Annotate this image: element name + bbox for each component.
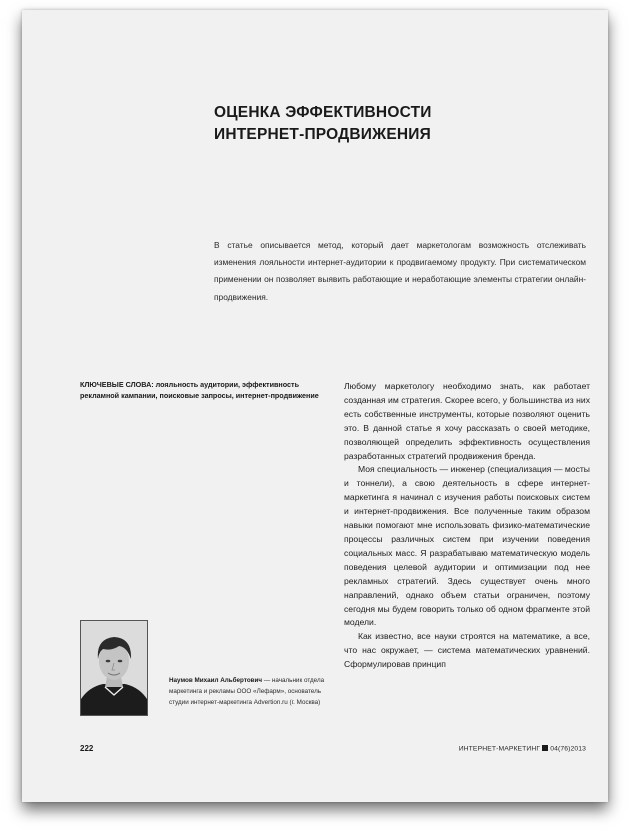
author-photo bbox=[80, 620, 148, 716]
keywords-block: КЛЮЧЕВЫЕ СЛОВА: лояльность аудитории, эффективность рекламной кампании, поисковые запросы, интернет-продвижение bbox=[80, 380, 319, 400]
author-name: Наумов Михаил Альбертович bbox=[169, 677, 263, 684]
page-number: 222 bbox=[80, 744, 94, 753]
body-paragraph: Любому маркетологу необходимо знать, как работает созданная им стратегия. Скорее всего, у большинства из них есть собственные инструменты, которые позволяют оценить это. В данной статье я хочу рассказать о своей методике, позволяющей определить эффективность осуществления разработанных стратегий продвижения бренда. bbox=[344, 381, 590, 461]
body-paragraph: Как известно, все науки строятся на математике, а все, что нас окружает, — система математических уравнений. Сформулировав принцип bbox=[344, 631, 590, 670]
issue-number: 04(76)2013 bbox=[550, 745, 586, 753]
author-info bbox=[169, 675, 339, 708]
square-separator-icon bbox=[542, 745, 548, 751]
article-abstract: В статье описывается метод, который дает маркетологам возможность отслеживать изменения лояльности интернет-аудитории к продвигаемому продукту. При систематическом применении он позволяет выявить работающие и неработающие элементы стратегии онлайн-продвижения. bbox=[214, 240, 586, 302]
article-body bbox=[344, 380, 590, 672]
body-paragraph: Моя специальность — инженер (специализация — мосты и тоннели), а свою деятельность в сфере интернет-маркетинга я начинал с изучения работы поисковых систем и интернет-продвижения. Все полученные таким образом навыки помогают мне использовать физико-математические процессы различных систем при изучении поведения социальных масс. Я разрабатываю математическую модель поведения целевой аудитории и оптимизации под нее рекламных стратегий. Здесь существует очень много направлений, однако объем статьи ограничен, поэтому сегодня мы будем говорить только об одном фрагменте этой модели. bbox=[344, 464, 590, 628]
journal-footer bbox=[459, 745, 586, 753]
journal-name: ИНТЕРНЕТ-МАРКЕТИНГ bbox=[458, 745, 541, 753]
magazine-page bbox=[22, 10, 608, 802]
article-title: ОЦЕНКА ЭФФЕКТИВНОСТИ ИНТЕРНЕТ-ПРОДВИЖЕНИЯ bbox=[214, 104, 432, 143]
author-bio: — начальник отдела маркетинга и рекламы ООО «Лефарм», основатель студии интернет-маркетинга Advertion.ru (г. Москва) bbox=[169, 677, 325, 706]
